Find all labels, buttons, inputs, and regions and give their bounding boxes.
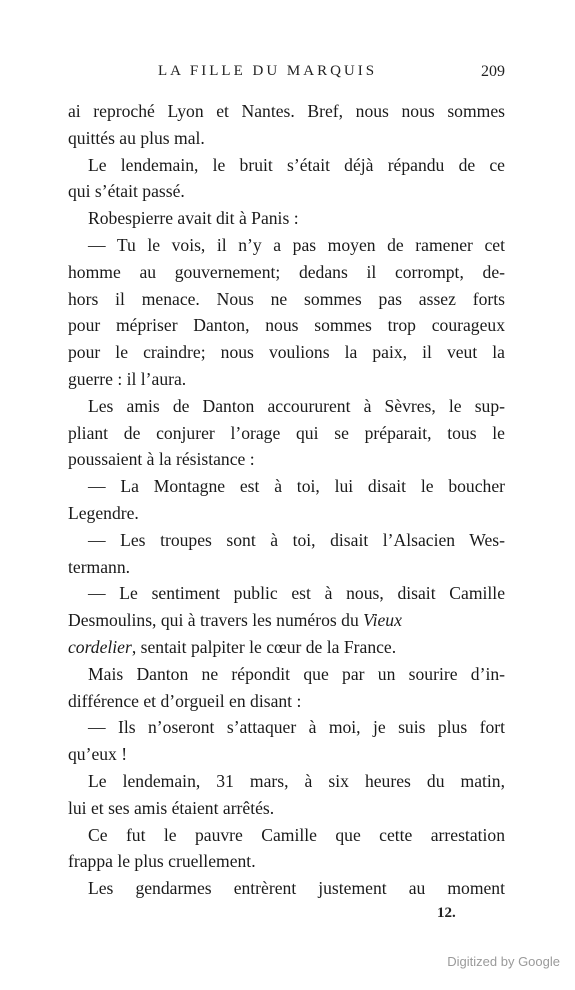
text-line: — Ils n’oseront s’attaquer à moi, je suis plus fort bbox=[88, 717, 505, 738]
italic-title: Vieux bbox=[363, 610, 402, 631]
text-line bbox=[68, 607, 505, 634]
text-line: poussaient à la résistance : bbox=[68, 449, 255, 470]
text-line: quittés au plus mal. bbox=[68, 127, 205, 148]
text-segment: , sentait palpiter le cœur de la France. bbox=[131, 636, 397, 657]
text-line: différence et d’orgueil en disant : bbox=[68, 690, 302, 711]
text-line: qui s’était passé. bbox=[68, 181, 185, 202]
text-line bbox=[68, 634, 505, 661]
digitization-watermark: Digitized by Google bbox=[447, 954, 560, 969]
text-line: — Le sentiment public est à nous, disait Camille bbox=[88, 583, 505, 604]
text-line: — Les troupes sont à toi, disait l’Alsacien Wes- bbox=[88, 529, 505, 550]
text-line: — La Montagne est à toi, lui disait le boucher bbox=[88, 476, 505, 497]
running-title: LA FILLE DU MARQUIS bbox=[158, 63, 378, 79]
text-segment: Desmoulins, qui à travers les numéros du bbox=[68, 610, 364, 631]
text-line: ai reproché Lyon et Nantes. Bref, nous nous sommes bbox=[68, 101, 505, 121]
text-line: pour mépriser Danton, nous sommes trop courageux bbox=[68, 315, 505, 336]
text-line: pliant de conjurer l’orage qui se préparait, tous le bbox=[68, 422, 505, 443]
text-line: Legendre. bbox=[68, 502, 139, 523]
text-line: Les amis de Danton accoururent à Sèvres, le sup- bbox=[88, 395, 505, 416]
text-line: Le lendemain, 31 mars, à six heures du matin, bbox=[88, 770, 505, 791]
text-line: — Tu le vois, il n’y a pas moyen de ramener cet bbox=[88, 234, 505, 255]
text-line: termann. bbox=[68, 556, 131, 577]
text-line: qu’eux ! bbox=[68, 744, 128, 765]
running-header bbox=[68, 63, 505, 87]
text-line: lui et ses amis étaient arrêtés. bbox=[68, 797, 275, 818]
text-line: Le lendemain, le bruit s’était déjà répandu de ce bbox=[88, 154, 505, 175]
page-number: 209 bbox=[481, 63, 505, 80]
text-line: frappa le plus cruellement. bbox=[68, 851, 256, 872]
text-line: Les gendarmes entrèrent justement au moment bbox=[88, 878, 505, 899]
body-text bbox=[68, 98, 505, 902]
text-line: guerre : il l’aura. bbox=[68, 368, 187, 389]
text-line: Robespierre avait dit à Panis : bbox=[88, 208, 299, 229]
text-line: homme au gouvernement; dedans il corrompt, de- bbox=[68, 261, 505, 282]
text-line: Mais Danton ne répondit que par un sourire d’in- bbox=[88, 663, 505, 684]
italic-title: cordelier bbox=[68, 636, 132, 657]
signature-mark: 12. bbox=[437, 905, 456, 921]
text-line: Ce fut le pauvre Camille que cette arrestation bbox=[88, 824, 505, 845]
text-line: pour le craindre; nous voulions la paix, il veut la bbox=[68, 342, 505, 363]
text-line: hors il menace. Nous ne sommes pas assez forts bbox=[68, 288, 505, 309]
